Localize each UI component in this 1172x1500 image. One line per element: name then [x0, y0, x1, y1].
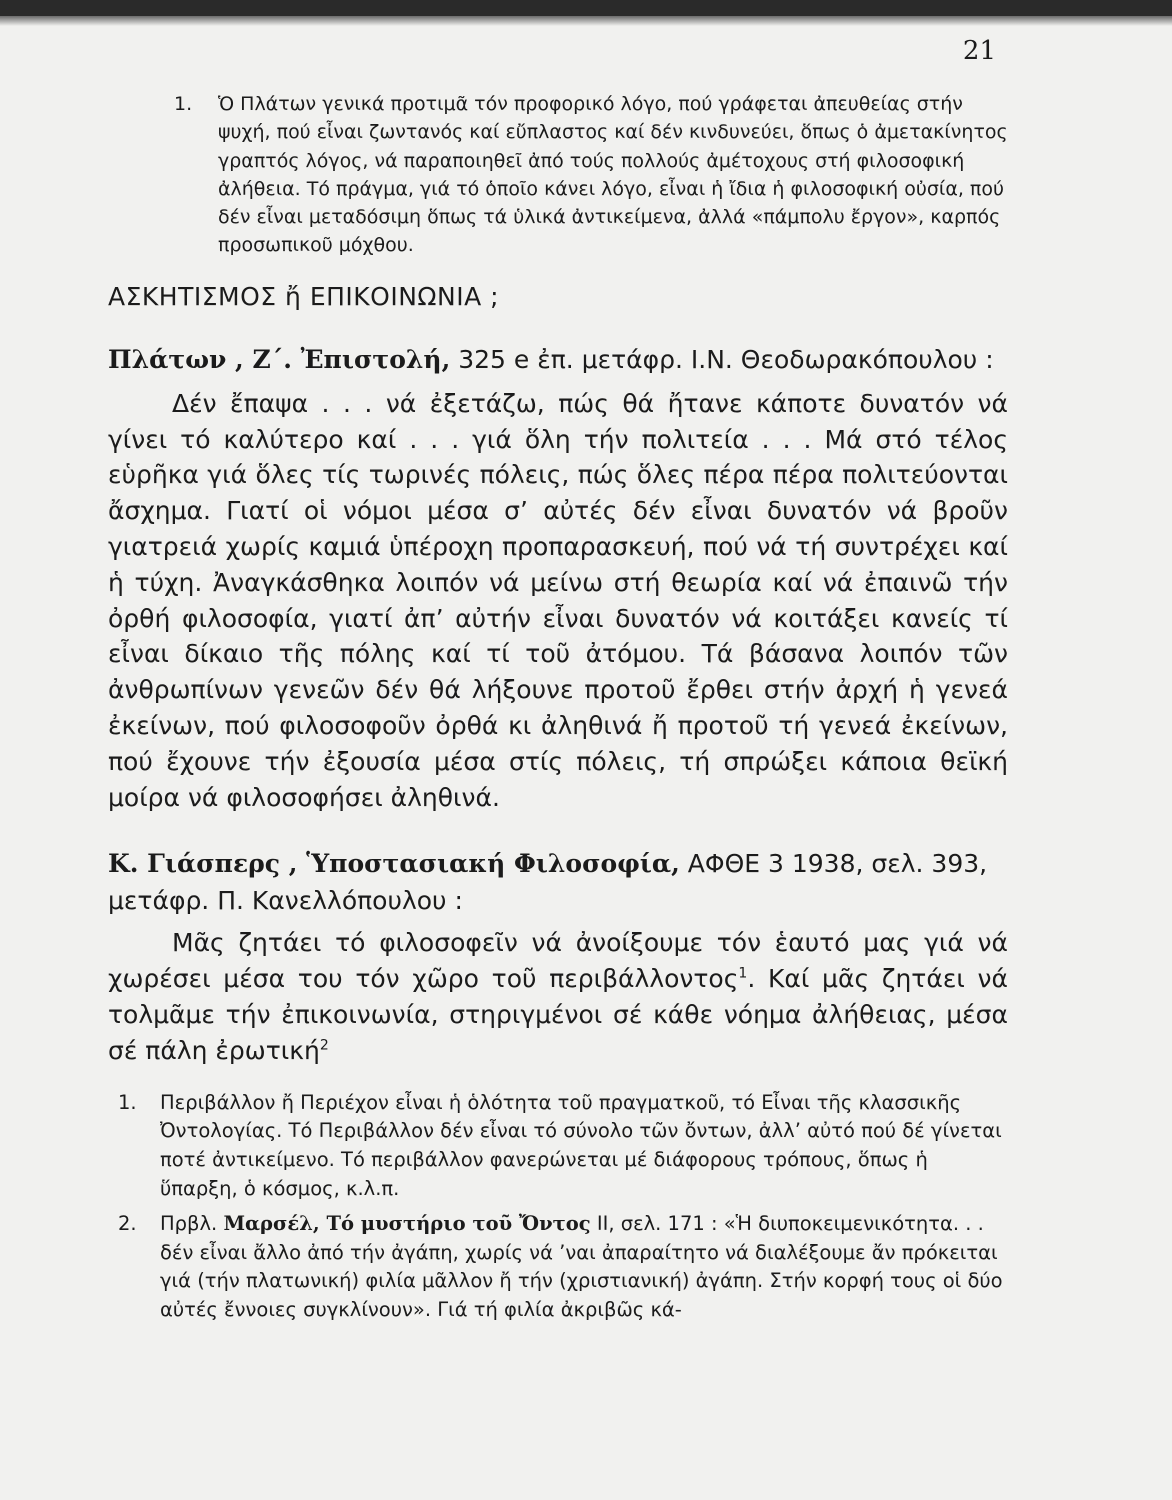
footnote-2: [108, 1210, 1008, 1325]
citation-source: ΑΦΘΕ 3 1938, σελ. 393, μετάφρ. Π. Κανελλόπουλου :: [108, 849, 988, 916]
footnote-text: Περιβάλλον ἤ Περιέχον εἶναι ἡ ὁλότητα τοῦ πραγματκοῦ, τό Εἶναι τῆς κλασσικῆς Ὀντολογίας. Τό Περιβάλλον δέν εἶναι τό σύνολο τῶν ὄντων, ἀλλ’ αὐτό πού δέ γίνεται ποτέ ἀντικείμενο. Τό περιβάλλον φανερώνεται μέ διάφορους τρόπους, ὅπως ἡ ὕπαρξη, ὁ κόσμος, κ.λ.π.: [160, 1090, 1002, 1200]
footnote-text: ΙΙ, σελ. 171 : «Ἡ διυποκειμενικότητα. . . δέν εἶναι ἄλλο ἀπό τήν ἀγάπη, χωρίς νά ’ναι ἀπαραίτητο νά διαλέξουμε ἄν πρόκειται γιά (τήν πλατωνική) φιλία μᾶλλον ἤ τήν (χριστιανική) ἀγάπη. Στήν κορφή τους οἱ δύο αὐτές ἔννοιες συγκλίνουν». Γιά τή φιλία ἀκριβῶς κά-: [160, 1211, 1003, 1322]
footnote-text: Ὁ Πλάτων γενικά προτιμᾶ τόν προφορικό λόγο, πού γράφεται ἀπευθείας στήν ψυχή, πού εἶναι ζωντανός καί εὔπλαστος καί δέν κινδυνεύει, ὅπως ὁ ἀμετακίνητος γραπτός λόγος, νά παραποιηθεῖ ἀπό τούς πολλούς ἀμέτοχους στή φιλοσοφική ἀλήθεια. Τό πράγμα, γιά τό ὁποῖο κάνει λόγο, εἶναι ἡ ἴδια ἡ φιλοσοφική οὐσία, πού δέν εἶναι μεταδόσιμη ὅπως τά ὑλικά ἀντικείμενα, ἀλλά «πάμπολυ ἔργον», καρπός προσωπικοῦ μόχθου.: [218, 93, 1008, 257]
scan-top-edge: [0, 0, 1172, 16]
citation-plato: [108, 341, 1008, 378]
footnote-ref: 2: [319, 1037, 329, 1054]
footnote-work-title: Μαρσέλ, Τό μυστήριο τοῦ Ὄντος: [223, 1211, 591, 1235]
citation-jaspers: [108, 845, 1008, 919]
section-heading: ΑΣΚΗΤΙΣΜΟΣ ἤ ΕΠΙΚΟΙΝΩΝΙΑ ;: [108, 281, 500, 311]
quote-jaspers: [108, 925, 1008, 1068]
citation-source: 325 e ἐπ. μετάφρ. Ι.Ν. Θεοδωρακόπουλου :: [450, 344, 994, 374]
citation-author: Κ. Γιάσπερς , Ὑποστασιακή Φιλοσοφία,: [108, 849, 680, 879]
citation-author: Πλάτων , Ζ΄. Ἐπιστολή,: [108, 344, 451, 374]
footnote-prefix: Πρβλ.: [160, 1211, 224, 1235]
footnote-top: [108, 90, 1008, 260]
page-content: [108, 90, 1008, 1325]
quote-plato: Δέν ἔπαψα . . . νά ἐξετάζω, πώς θά ἤτανε κάποτε δυνατόν νά γίνει τό καλύτερο καί . . . γιά ὅλη τήν πολιτεία . . . Μά στό τέλος εὑρῆκα γιά ὅλες τίς τωρινές πόλεις, πώς ὅλες πέρα πέρα πολιτεύονται ἄσχημα. Γιατί οἱ νόμοι μέσα σ’ αὐτές δέν εἶναι δυνατόν νά βροῦν γιατρειά χωρίς καμιά ὑπέροχη προπαρασκευή, πού νά τή συντρέχει καί ἡ τύχη. Ἀναγκάσθηκα λοιπόν νά μείνω στή θεωρία καί νά ἐπαινῶ τήν ὀρθή φιλοσοφία, γιατί ἀπ’ αὐτήν εἶναι δυνατόν νά κοιτάξει κανείς τί εἶναι δίκαιο τῆς πόλης καί τί τοῦ ἀτόμου. Τά βάσανα λοιπόν τῶν ἀνθρωπίνων γενεῶν δέν θά λήξουνε προτοῦ ἔρθει στήν ἀρχή ἡ γενεά ἐκείνων, πού φιλοσοφοῦν ὀρθά κι ἀληθινά ἤ προτοῦ τή γενεά ἐκείνων, πού ἔχουνε τήν ἐξουσία μέσα στίς πόλεις, τή σπρώξει κάποια θεϊκή μοίρα νά φιλοσοφήσει ἀληθινά.: [108, 388, 1008, 812]
footnote-ref: 1: [738, 965, 748, 982]
footnote-number: 2.: [118, 1211, 137, 1235]
page-number: 21: [962, 36, 996, 66]
quote-text: . Καί μᾶς ζητάει νά τολμᾶμε τήν ἐπικοινωνία, στηριγμένοι σέ κάθε νόημα ἀλήθειας, μέσα σέ πάλη ἐρωτική: [108, 964, 1008, 1065]
scan-shadow: [0, 16, 1172, 26]
footnote-number: 1.: [118, 1090, 137, 1114]
footnotes-bottom: [108, 1089, 1008, 1325]
quote-text: Μᾶς ζητάει τό φιλοσοφεῖν νά ἀνοίξουμε τόν ἑαυτό μας γιά νά χωρέσει μέσα του τόν χῶρο τοῦ περιβάλλοντος: [108, 928, 1008, 994]
footnote-number: 1.: [174, 93, 193, 115]
footnote-1: [108, 1089, 1008, 1204]
